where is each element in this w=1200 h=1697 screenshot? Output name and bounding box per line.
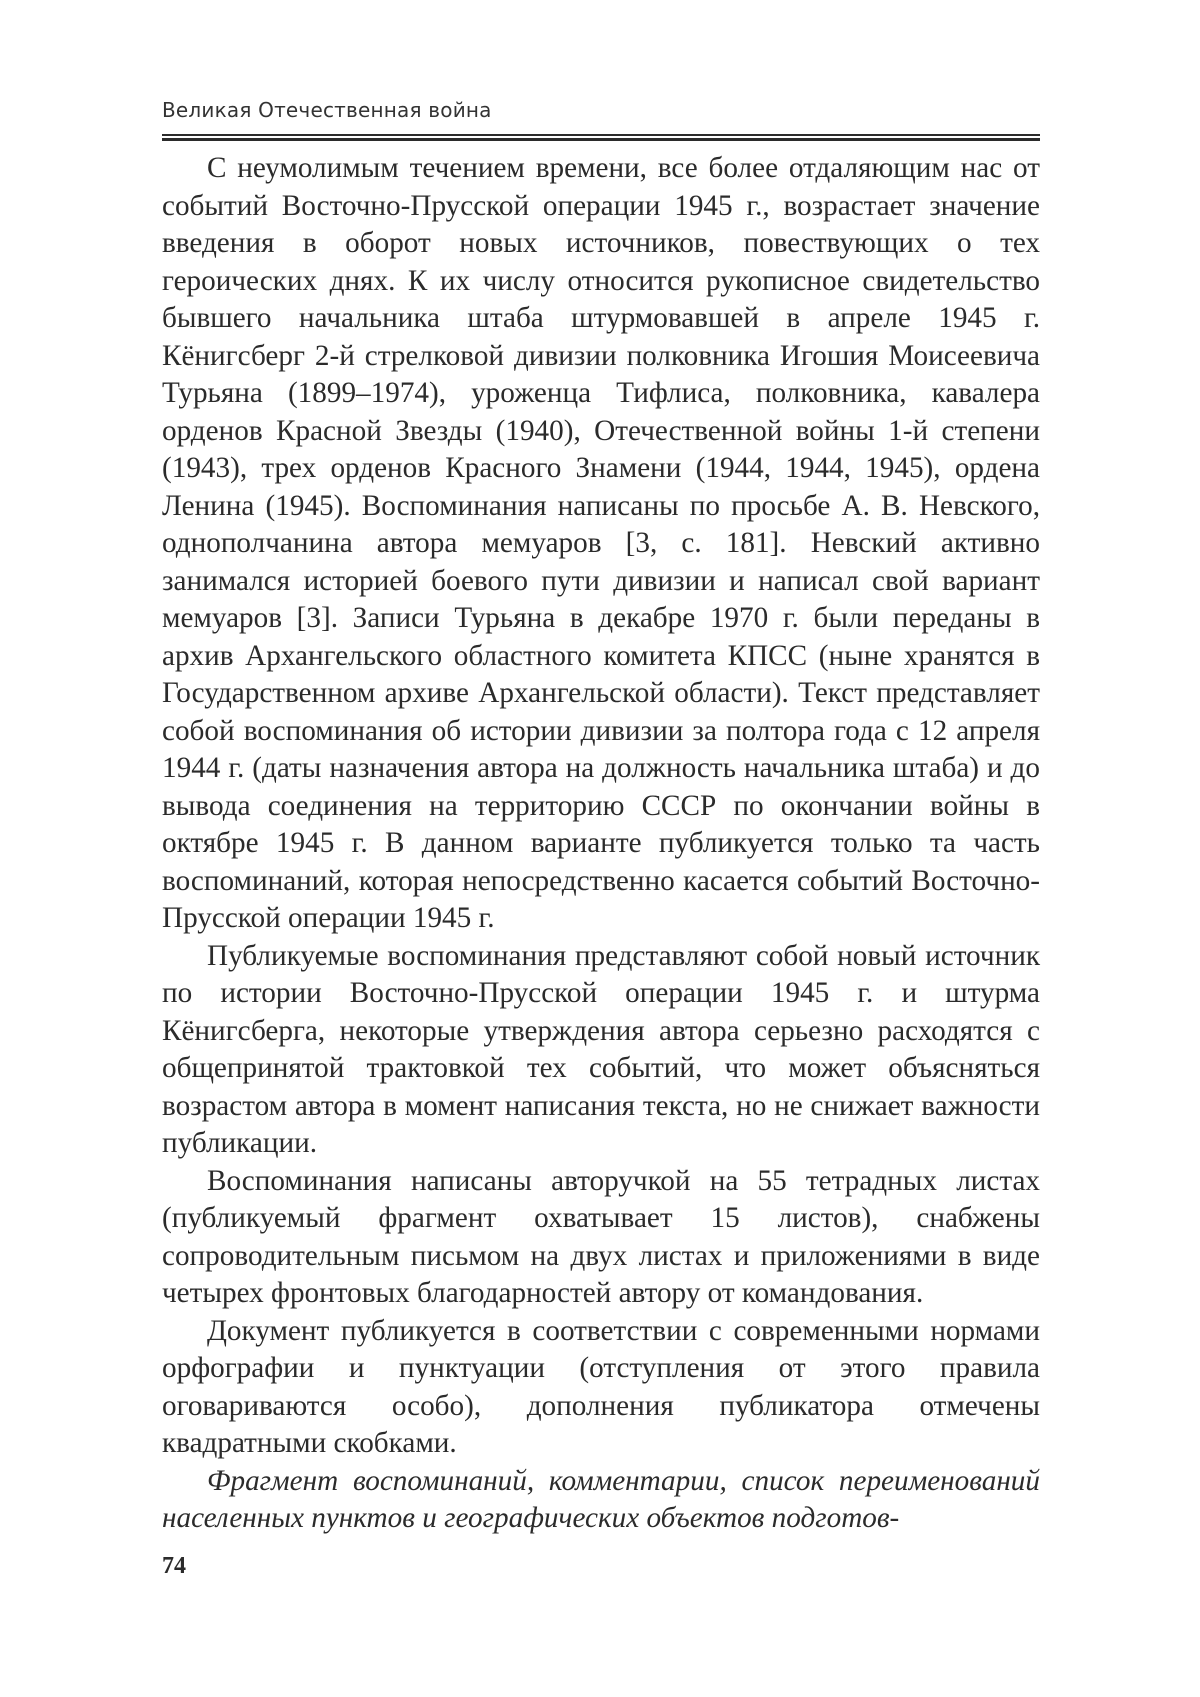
page-number: 74	[162, 1553, 186, 1579]
paragraph: Воспоминания написаны авторучкой на 55 тетрадных листах (публикуемый фрагмент охватывает 15 листов), снабжены сопроводительным письмом на двух листах и приложениями в виде четырех фронтовых благодарностей автору от командования.	[162, 1164, 1040, 1309]
header-rule-thick	[162, 138, 1040, 141]
paragraph: Документ публикуется в соответствии с современными нормами орфографии и пунктуации (отступления от этого правила оговариваются особо), дополнения публикатора отмечены квадратными скобками.	[162, 1314, 1040, 1459]
running-head: Великая Отечественная война	[162, 98, 492, 122]
body-text	[162, 150, 1040, 1538]
paragraph-italic: Фрагмент воспоминаний, комментарии, список переименований населенных пунктов и географических объектов подготов-	[162, 1464, 1040, 1534]
header-rule-thin	[162, 134, 1040, 136]
paragraph: С неумолимым течением времени, все более отдаляющим нас от событий Восточно-Прусской операции 1945 г., возрастает значение введения в оборот новых источников, повествующих о тех героических днях. К их числу относится рукописное свидетельство бывшего начальника штаба штурмовавшей в апреле 1945 г. Кёнигсберг 2-й стрелковой дивизии полковника Игошия Моисеевича Турьяна (1899–1974), уроженца Тифлиса, полковника, кавалера орденов Красной Звезды (1940), Отечественной войны 1-й степени (1943), трех орденов Красного Знамени (1944, 1944, 1945), ордена Ленина (1945). Воспоминания написаны по просьбе А. В. Невского, однополчанина автора мемуаров [3, с. 181]. Невский активно занимался историей боевого пути дивизии и написал свой вариант мемуаров [3]. Записи Турьяна в декабре 1970 г. были переданы в архив Архангельского областного комитета КПСС (ныне хранятся в Государственном архиве Архангельской области). Текст представляет собой воспоминания об истории дивизии за полтора года с 12 апреля 1944 г. (даты назначения автора на должность начальника штаба) и до вывода соединения на территорию СССР по окончании войны в октябре 1945 г. В данном варианте публикуется только та часть воспоминаний, которая непосредственно касается событий Восточно-Прусской операции 1945 г.	[162, 152, 1040, 934]
paragraph: Публикуемые воспоминания представляют собой новый источник по истории Восточно-Прусской операции 1945 г. и штурма Кёнигсберга, некоторые утверждения автора серьезно расходятся с общепринятой трактовкой тех событий, что может объясняться возрастом автора в момент написания текста, но не снижает важности публикации.	[162, 939, 1040, 1159]
